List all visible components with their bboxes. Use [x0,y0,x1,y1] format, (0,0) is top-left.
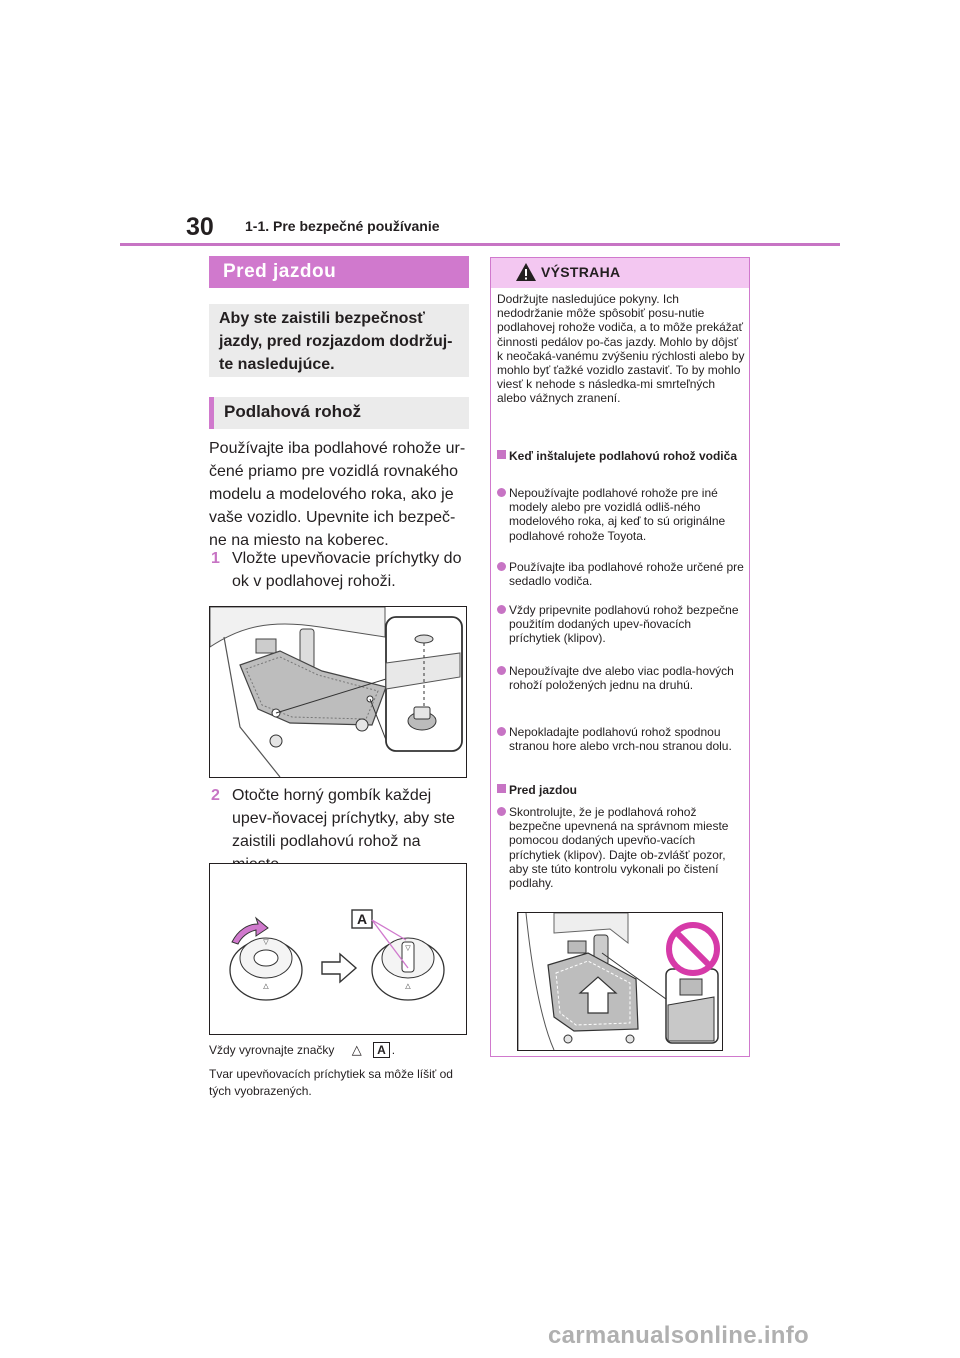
warning-bullet [497,664,747,708]
floor-mat-heading [209,397,469,429]
warning-bullet [497,603,747,647]
watermark: carmanualsonline.info [548,1322,810,1349]
step-2-number: 2 [211,787,220,804]
step-1-number: 1 [211,550,220,567]
warning-bullet-text: Skontrolujte, že je podlahová rohož bezpečne upevnená na správnom mieste pomocou dodaných upevňo-vacích príchytiek (klipov). Dajte ob-zvlášť pozor, aby ste túto kontrolu vykonali po čistení podlahy. [509,805,729,891]
warning-bullet-text: Nepokladajte podlahovú rohož spodnou stranou hore alebo vrch-nou stranou dolu. [509,725,732,754]
warning-bullet-text: Nepoužívajte dve alebo viac podla-hových rohoží položených jednu na druhú. [509,664,734,693]
svg-text:△: △ [263,983,269,990]
circle-bullet-icon [497,807,506,816]
svg-text:△: △ [405,983,411,990]
intro-box [209,304,469,377]
pred-jazdou-heading [209,256,469,288]
square-bullet-icon [497,450,506,459]
shape-note-caption: Tvar upevňovacích príchytiek sa môže líšiť od tých vyobrazených. [209,1067,453,1098]
caption-period: . [391,1043,396,1057]
circle-bullet-icon [497,727,506,736]
warning-bullet-text: Používajte iba podlahové rohože určené pre sedadlo vodiča. [509,560,744,589]
warning-title: VÝSTRAHA [541,264,621,280]
warning-bullet [497,560,747,590]
warning-bullet-text: Vždy pripevnite podlahovú rohož bezpečne použitím dodaných upev-ňovacích príchytiek (klipov). [509,603,739,646]
circle-bullet-icon [497,605,506,614]
triangle-mark-icon: △ [351,1042,362,1057]
label-a-box: A [373,1042,390,1058]
intro-text: Aby ste zaistili bezpečnosť jazdy, pred rozjazdom dodržuj-te nasledujúce. [219,310,453,373]
section-title: 1-1. Pre bezpečné používanie [245,218,440,234]
step-2-text: Otočte horný gombík každej upev-ňovacej príchytky, aby ste zaistili podlahovú rohož na [232,787,455,850]
fig2-label-a: A [356,911,368,927]
warning-header [491,258,749,288]
warning-subheading-1 [497,449,747,479]
svg-text:▽: ▽ [263,939,269,946]
svg-text:▽: ▽ [405,945,411,952]
body-paragraph: Používajte iba podlahové rohože ur-čené priamo pre vozidlá rovnakého modelu a modelového roka, ako je vaše vozidlo. Upevnite ich bezpeč-ne na miesto na koberec. [209,440,466,549]
warning-intro: Dodržujte nasledujúce pokyny. Ich nedodržanie môže spôsobiť posu-nutie podlahovej rohože vodiča, a to môže prekážať činnosti pedálov po-čas jazdy. Mohlo by dôjsť k neočaká-vanému zvýšeniu rýchlosti alebo by mohlo byť ťažké vozidlo zastaviť. To by mohlo viesť k nehode s následka-mi smrteľných alebo vážnych zranení. [497,292,745,406]
warning-subheading-2-text: Pred jazdou [509,783,578,797]
incorrect-mat-placement-illustration [517,912,723,1051]
step-1 [211,547,471,597]
align-marks-caption [209,1042,395,1058]
circle-bullet-icon [497,562,506,571]
circle-bullet-icon [497,666,506,675]
warning-bullet [497,486,747,543]
circle-bullet-icon [497,488,506,497]
floor-mat-clip-illustration [209,606,467,778]
square-bullet-icon [497,784,506,793]
align-marks-text: Vždy vyrovnajte značky [209,1043,335,1057]
warning-bullet-text: Nepoužívajte podlahové rohože pre iné modely alebo pre vozidlá odliš-ného modelového roka, aj keď to sú originálne podlahové rohože Toyota. [509,486,726,543]
warning-subheading-2 [497,783,747,799]
floor-mat-heading-label: Podlahová rohož [224,402,361,421]
warning-triangle-icon [515,262,537,282]
step-1-text: Vložte upevňovacie príchytky do ok v podlahovej rohoži. [232,550,462,590]
warning-subheading-1-text: Keď inštalujete podlahovú rohož vodiča [509,449,737,463]
warning-bullet [497,725,747,769]
warning-bullet [497,805,747,893]
page-number: 30 [186,213,214,241]
pred-jazdou-label: Pred jazdou [223,261,337,282]
header-rule [120,243,840,246]
clip-rotation-illustration [209,863,467,1035]
step-2 [211,784,471,859]
